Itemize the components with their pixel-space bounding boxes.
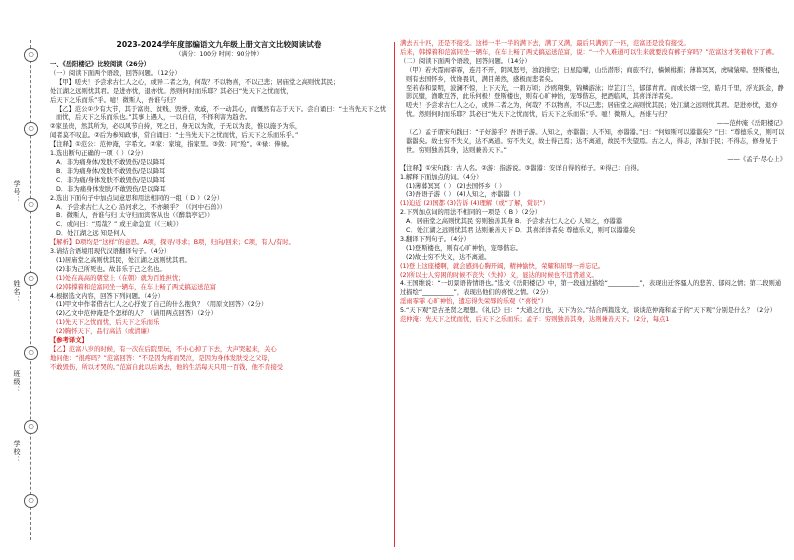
left-text-line: (2)韩撑着和范富同坐一辆车，在车上畅了两丈搞运送范富	[56, 283, 217, 291]
left-text-line: 1.选出断句正确的一项（ ）（2分）	[50, 150, 148, 158]
right-text-line: (1)迫近 (2)国都 (3)告诉 (4)理解（或“了解，赏识”）	[400, 200, 549, 208]
binding-hole-circle: ○	[24, 420, 38, 434]
exam-title: 2023-2024学年度部编语文九年级上册文言文比较阅读试卷	[116, 40, 322, 49]
right-text-line: (1)薄暮冥冥（ ） (2)去国怀乡（ ）	[406, 182, 506, 190]
binding-hole-circle: ○	[24, 198, 38, 212]
left-text-line: 【乙】范富八岁的时候，有一次在后院里玩，不小心掉了下去，大声哭起来，关心	[50, 346, 277, 353]
left-text-line: D．处江湖之远 知是何人	[56, 230, 126, 238]
left-text-line: 【注释】①范公：范仲淹，字希文。②家：家境，指家里。③敛：同“殓”。④禄：俸禄。	[50, 141, 294, 149]
binding-label-school: 学校：	[13, 440, 21, 464]
right-text-line: (2)所以士人穷困的时候不丧失（失掉）义，显达的时候也不违背道义。	[400, 271, 598, 279]
left-text-line: (1)甲文中作者借古仁人之心抒发了自己的什么抱负？（用原文回答）（2分）	[56, 301, 268, 309]
left-text-line: 【参考译文】	[50, 337, 88, 345]
left-text-line: 处江湖之远则忧其君。是进亦忧，退亦忧。然则何时而乐耶？其必曰“先天下之忧而忧，	[50, 87, 293, 95]
right-text-line: 嗟夫！予尝求古仁人之心，或异二者之为，何哉？不以物喜，不以己悲；居庙堂之高则忧其民；处江湖之远则忧其君。是进亦忧，退亦忧。然则何时而乐耶？其必曰“先天下之忧而忧，后天下之乐而乐”乎。噫！微斯人，吾谁与归？	[406, 102, 778, 119]
right-text-line: ——《孟子·尽心上》	[727, 155, 786, 163]
right-text-line: 范仲淹：先天下之忧而忧，后天下之乐而乐；孟子：穷则独善其身，达则兼善天下。（2分，每点1	[400, 316, 670, 324]
right-text-line: 5.“天下观”是古圣贤之理想。《礼记》曰：“大道之行也，天下为公。”结合两篇选文，谈谈范仲淹和孟子的“天下观”分别是什么？（2分）	[400, 307, 776, 315]
right-text-line: (3)吾语子游（ ） (4)人知之，亦嚣嚣（ ）	[406, 191, 525, 199]
right-text-line: （乙）孟子谓宋句践曰：“子好游乎？吾语子游。人知之，亦嚣嚣；人不知，亦嚣嚣。”曰：“何如斯可以嚣嚣矣？”曰：“尊德乐义，则可以嚣嚣矣。故士穷不失义，达不离道。穷不失义，故士得己焉；达不离道，故民不失望焉。古之人，得志，泽加于民；不得志，修身见于世。穷则独善其身，达则兼善天下。”	[406, 129, 785, 154]
right-column	[400, 40, 786, 325]
right-text-line: 2.下列加点词的用法不相同的一项是（ B ）（2分）	[400, 209, 542, 217]
right-text-line: 满去五十匹，还是不接受。这样一半一半的满下去，满了又满，最后只满到了一匹，范富还是没有接受。	[400, 40, 690, 47]
binding-margin	[0, 0, 42, 560]
binding-hole-circle: ○	[24, 494, 38, 508]
right-text-line: 至若春和景明，波澜不惊，上下天光，一碧万顷；沙鸥翔集，锦鳞游泳；岸芷汀兰，郁郁青青。而或长烟一空，皓月千里，浮光跃金，静影沉璧，渔歌互答，此乐何极！登斯楼也，则有心旷神怡，宠辱偕忘，把酒临风，其喜洋洋者矣。	[406, 84, 784, 101]
right-text-line: 后来，韩撑着和范富同坐一辆车，在车上畅了两丈搞运送范富，说：“一个人难道可以生来就要没有裤子穿吗？”范富这才笑着收下了裤。	[400, 48, 779, 56]
left-text-line: 2.选出下面句子中加点词意思和用法相同的一组（ D ）（2分）	[50, 194, 224, 202]
right-text-line: (1)登斯楼也，则有心旷神怡，宠辱偕忘。	[406, 244, 522, 252]
left-text-line: （一）阅读下面两个语段，回答问题。（12分）	[50, 69, 181, 77]
left-text-line: (2)乙文中范仲淹是个怎样的人？（请用两点回答）（2分）	[56, 310, 217, 318]
left-column	[50, 40, 388, 373]
left-text-line: (1)居庙堂之高则忧其民，处江湖之远则忧其君。	[56, 256, 191, 264]
right-text-line: (2)故士穷不失义，达不离道。	[406, 253, 491, 261]
column-divider	[394, 42, 395, 547]
left-text-line: (2)胸怀天下，品行高洁（或清廉）	[56, 328, 154, 336]
right-text-line: (1)登上这座楼啊，就会感到心胸开阔，精神愉快，荣耀和屈辱一并忘记。	[400, 262, 605, 270]
right-text-line: A．居庙堂之高则忧其民 穷则独善其身 B．予尝求古仁人之心 人知之，亦嚣嚣	[406, 218, 623, 226]
right-text-line: 3.翻译下列句子。（4分）	[400, 235, 470, 243]
binding-hole-circle: ○	[24, 122, 38, 136]
left-text-line: D．非为痛身体发肤/不敢毁伤/是以降耳	[56, 185, 166, 193]
left-text-line: 3.请结合语境用现代汉语翻译句子。（4分）	[50, 248, 171, 256]
binding-hole-circle: ○	[24, 272, 38, 286]
right-text-line: C．处江湖之远则忧其君 达则兼善天下 D．其喜洋洋者矣 尊德乐义，则可以嚣嚣矣	[406, 227, 636, 235]
left-text-line: 4.根据选文内容，回答下列问题。（4分）	[50, 292, 164, 300]
left-text-line: C．非为痛/身体发肤不敢毁伤/是以降耳	[56, 176, 166, 184]
left-text-line: 【解析】D项均是“这样”的意思。A项，探寻/寻求；B项，归向/回来；C项，有人/有时。	[50, 239, 295, 247]
binding-hole-circle: ○	[24, 48, 38, 62]
left-text-line: (2)非为己所死也。故非乐于己之名也。	[56, 265, 166, 273]
left-text-line: 【甲】嗟夫！予尝求古仁人之心，或异二者之为，何哉？不以物喜，不以己悲；居庙堂之高则忧其民；	[56, 78, 340, 86]
left-text-line: B．微斯人，吾谁与归 太守归而宾客从也（《醉翁亭记》）	[56, 212, 214, 220]
binding-hole-circle: ○	[24, 346, 38, 360]
left-text-line: 【乙】范公①少有大节，其于富贵、贫贱、毁誉、欢戚，不一动其心，而慨然有志于天下。尝自诵曰：“士当先天下之忧而忧，后天下之乐而乐也。”其事上遇人，一以自信，不择利害为趋舍。	[56, 105, 387, 122]
left-text-line: 闻者莫不叹息。②后为参知政事，常自诵曰：“士当先天下之忧而忧，后天下之乐而乐乎。”	[50, 132, 299, 140]
binding-dashed-line	[30, 40, 31, 540]
right-text-line: （甲）若夫霪雨霏霏，连月不开，阴风怒号，浊浪排空；日星隐曜，山岳潜形；商旅不行，樯倾楫摧；薄暮冥冥，虎啸猿啼。登斯楼也，则有去国怀乡，忧谗畏讥，满目萧然，感极而悲者矣。	[406, 66, 784, 83]
left-text-line: 后天下之乐而乐”乎。噫！微斯人，吾谁与归？	[50, 96, 180, 104]
left-text-line: A．予尝求古仁人之心 沿河求之，不亦颠乎？（《河中石兽》）	[56, 203, 227, 211]
left-text-lines	[50, 61, 388, 373]
binding-label-name: 姓名：	[13, 280, 21, 304]
right-text-line: ——范仲淹《岳阳楼记》	[716, 120, 786, 128]
right-text-line: 【注释】①宋句践：古人名。②游：指游说。③嚣嚣：安详自得的样子。④得己：自得。	[400, 164, 643, 172]
right-text-line: （二）阅读下面两个语段，回答问题。（14分）	[400, 57, 531, 65]
left-text-line: 地问他：“很疼吗？”范富回答：“不是因为疼而哭泣，是因为身体发肤受之父母，	[50, 354, 274, 362]
left-text-line: B．非为痛身体/发肤不敢毁伤/是以降耳	[56, 167, 166, 175]
left-text-line: (1)先天下之忧而忧，后天下之乐而乐	[56, 319, 160, 327]
left-text-line: (1)处在高高的朝堂上（在朝）就为百姓担忧；	[56, 274, 185, 282]
left-text-line: C．或问曰：“焉哉？” 或王命急宣（《三峡》）	[56, 221, 183, 229]
left-text-line: 一、《岳阳楼记》比较阅读（26分）	[50, 61, 151, 68]
right-text-lines	[400, 40, 786, 325]
binding-label-class: 班级：	[13, 370, 21, 394]
left-text-line: 不敢毁伤，所以才哭的。”范富自此以后离去，他的生活每天只用一百钱，他不肯接受	[50, 363, 284, 371]
right-text-line: 1.解释下面加点的词。（4分）	[400, 173, 483, 181]
binding-label-student-id: 学号：	[13, 180, 21, 204]
right-text-line: 4.王国维说：“一切景语皆情语也。”选文《岳阳楼记》中，第一段通过描绘“__________”，表现出迁客骚人的悲苦、郁闷之情；第二段则通过描绘“__________”，表现出他们的喜悦之情。（2分）	[400, 280, 782, 297]
left-text-line: A．非为痛身体/发肤不敢毁伤/是以降耳	[56, 158, 166, 166]
right-text-line: 淫雨霏霏 心旷神怡，遗忘得失荣辱的乐观（“喜悦”）	[400, 298, 548, 306]
exam-meta: （满分：100分 时间：90分钟）	[175, 51, 263, 58]
left-text-line: ②家虽贵，然其所为，必以风节自持，死之日，身无以为敛，子无以为丧，惟以施予为乐，	[50, 123, 302, 131]
